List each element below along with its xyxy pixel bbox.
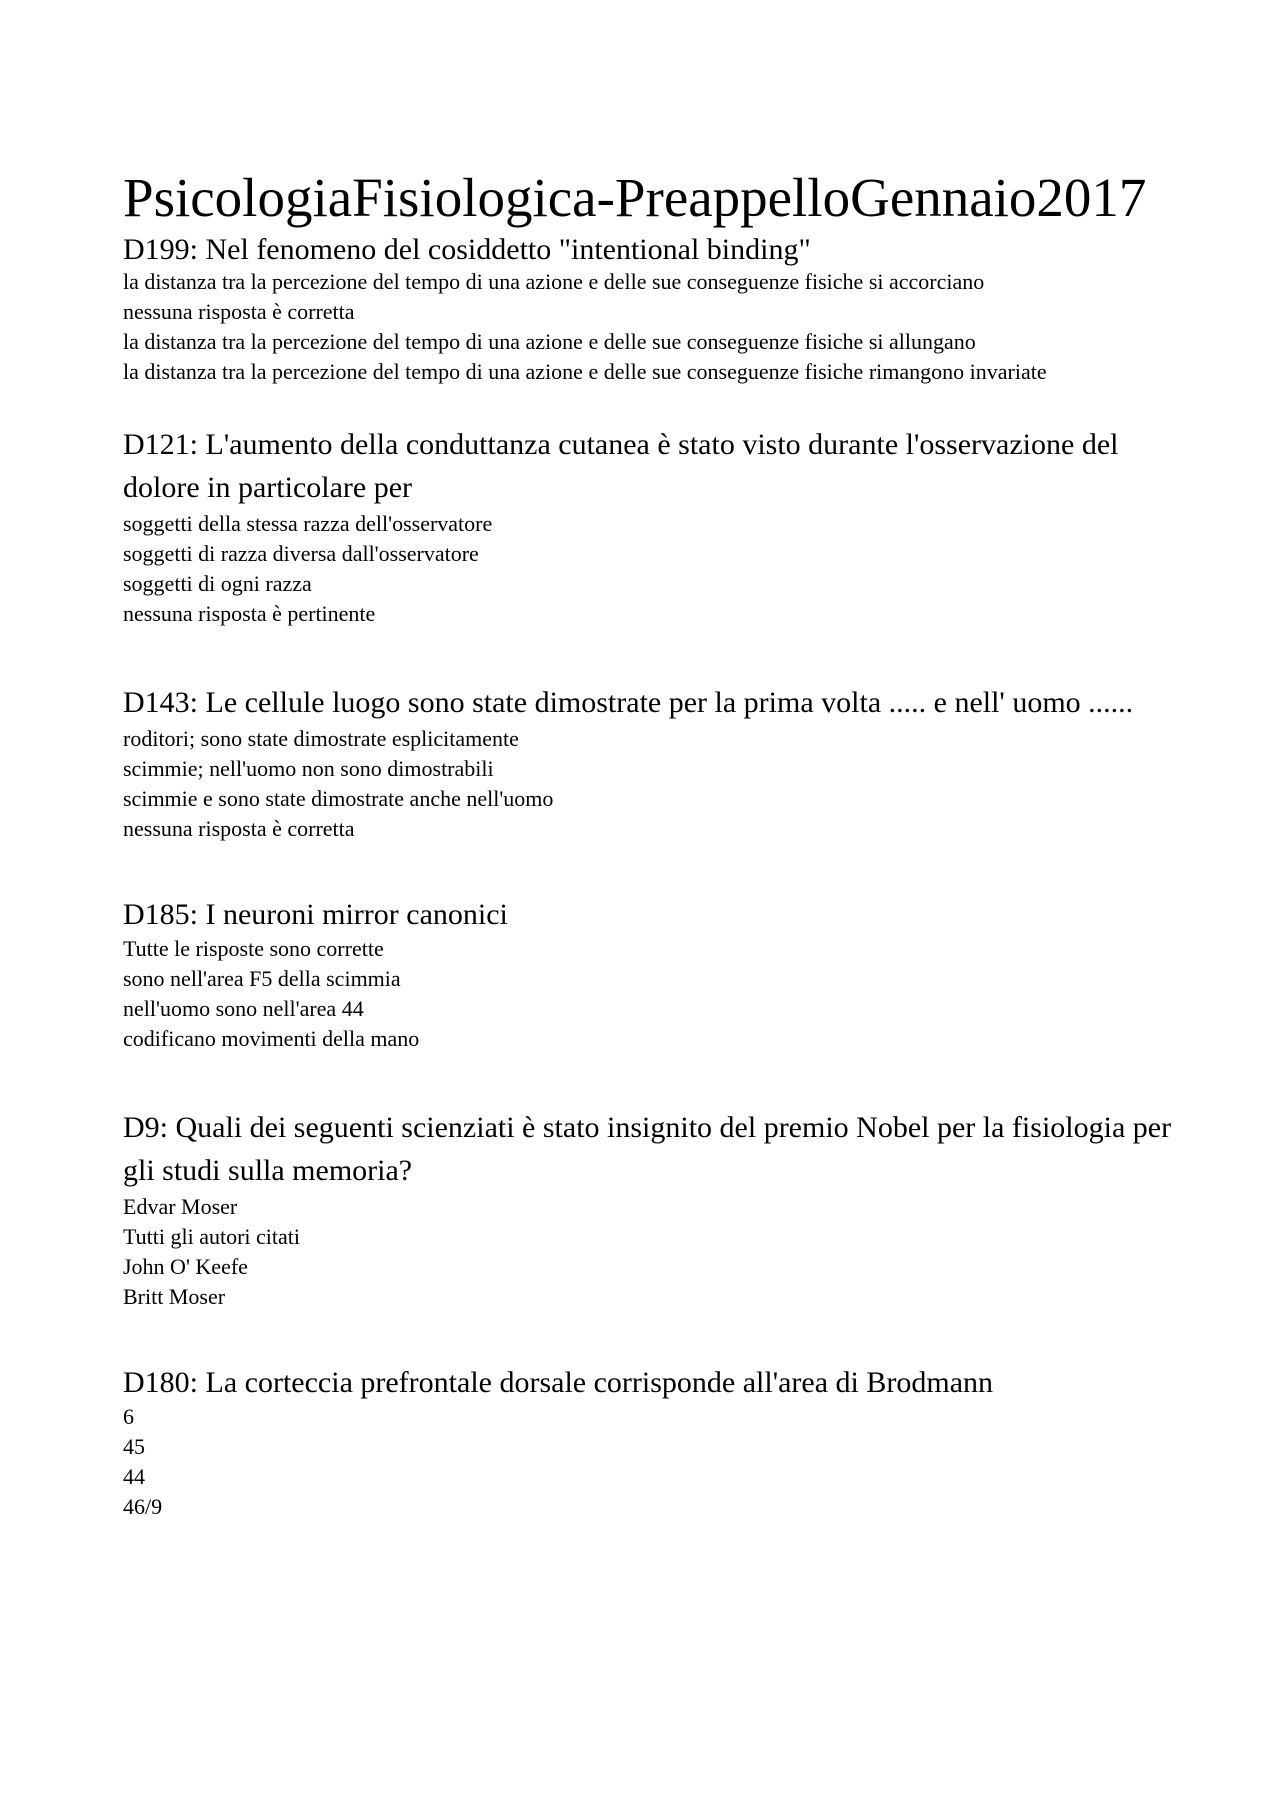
- answer-list: [123, 934, 1183, 1054]
- answer-list: [123, 1402, 1183, 1522]
- answer-option: Britt Moser: [123, 1284, 226, 1309]
- answer-list: [123, 1192, 1183, 1312]
- answer-option: soggetti della stessa razza dell'osservatore: [123, 511, 493, 536]
- answer-option: codificano movimenti della mano: [123, 1026, 420, 1051]
- document-page: [123, 163, 1183, 1522]
- answer-option: la distanza tra la percezione del tempo di una azione e delle sue conseguenze fisiche rimangono invariate: [123, 359, 1047, 384]
- question-text: D180: La corteccia prefrontale dorsale corrisponde all'area di Brodmann: [123, 1366, 994, 1399]
- answer-option: roditori; sono state dimostrate esplicitamente: [123, 726, 519, 751]
- question-text: D199: Nel fenomeno del cosiddetto "intentional binding": [123, 233, 811, 266]
- document-title: PsicologiaFisiologica-PreappelloGennaio2017: [123, 167, 1147, 228]
- answer-option: 46/9: [123, 1494, 163, 1519]
- question-text: D9: Quali dei seguenti scienziati è stato insignito del premio Nobel per la fisiologia per gli studi sulla memoria?: [123, 1111, 1172, 1187]
- answer-option: nessuna risposta è corretta: [123, 299, 355, 324]
- answer-option: soggetti di razza diversa dall'osservatore: [123, 541, 479, 566]
- answer-option: soggetti di ogni razza: [123, 571, 312, 596]
- answer-list: [123, 267, 1183, 387]
- answer-option: la distanza tra la percezione del tempo di una azione e delle sue conseguenze fisiche si accorciano: [123, 269, 985, 294]
- question-d143: [123, 681, 1183, 844]
- answer-option: Edvar Moser: [123, 1194, 238, 1219]
- answer-option: sono nell'area F5 della scimmia: [123, 966, 401, 991]
- question-text: D185: I neuroni mirror canonici: [123, 898, 508, 931]
- question-d185: [123, 896, 1183, 1054]
- answer-option: 6: [123, 1404, 134, 1429]
- answer-option: 44: [123, 1464, 145, 1489]
- question-d121: [123, 423, 1183, 629]
- answer-option: nessuna risposta è pertinente: [123, 601, 376, 626]
- answer-option: nessuna risposta è corretta: [123, 816, 355, 841]
- answer-option: Tutti gli autori citati: [123, 1224, 301, 1249]
- answer-option: nell'uomo sono nell'area 44: [123, 996, 364, 1021]
- answer-list: [123, 724, 1183, 844]
- answer-option: Tutte le risposte sono corrette: [123, 936, 384, 961]
- answer-option: la distanza tra la percezione del tempo di una azione e delle sue conseguenze fisiche si allungano: [123, 329, 976, 354]
- answer-option: 45: [123, 1434, 145, 1459]
- question-text: D143: Le cellule luogo sono state dimostrate per la prima volta ..... e nell' uomo ......: [123, 686, 1134, 719]
- answer-list: [123, 509, 1183, 629]
- answer-option: John O' Keefe: [123, 1254, 248, 1279]
- question-d199: [123, 233, 1183, 387]
- question-d9: [123, 1106, 1183, 1312]
- question-text: D121: L'aumento della conduttanza cutanea è stato visto durante l'osservazione del dolore in particolare per: [123, 428, 1119, 504]
- question-d180: [123, 1364, 1183, 1522]
- answer-option: scimmie e sono state dimostrate anche nell'uomo: [123, 786, 554, 811]
- answer-option: scimmie; nell'uomo non sono dimostrabili: [123, 756, 494, 781]
